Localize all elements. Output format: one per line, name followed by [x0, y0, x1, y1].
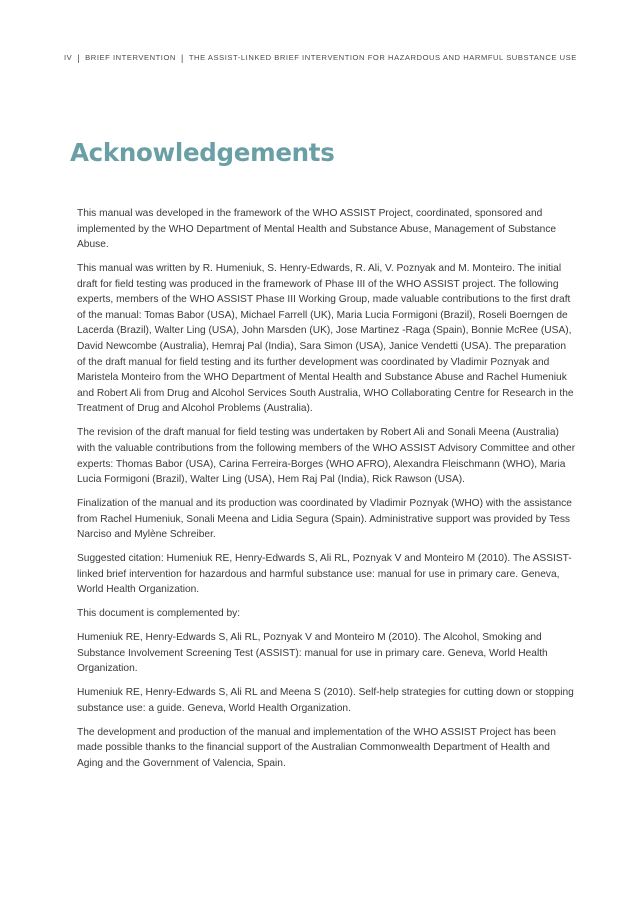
page-title: Acknowledgements [70, 138, 335, 167]
section-name: BRIEF INTERVENTION [85, 53, 176, 62]
paragraph-complemented: This document is complemented by: [77, 608, 241, 620]
paragraph-revision: The revision of the draft manual for field testing was undertaken by Robert Ali and Sonali Meena (Australia) with the valuable contributions from the following members of the WHO ASSIST Advisory Committee and other experts: Thomas Babor (USA), Carina Ferreira-Borges (WHO AFRO), Alexandra Fleischmann (WHO), Maria Lucia Formigoni (Brazil), Walter Ling (USA), Hem Raj Pal (India), Rick Rawson (USA). [77, 427, 576, 486]
paragraph-reference-selfhelp: Humeniuk RE, Henry-Edwards S, Ali RL and Meena S (2010). Self-help strategies for cutting down or stopping substance use: a guide. Geneva, World Health Organization. [77, 687, 574, 714]
body-text [77, 206, 577, 780]
header-divider: | [77, 53, 81, 63]
page-number: IV [64, 53, 73, 62]
paragraph-reference-assist: Humeniuk RE, Henry-Edwards S, Ali RL, Poznyak V and Monteiro M (2010). The Alcohol, Smoking and Substance Involvement Screening Test (ASSIST): manual for use in primary care. Geneva, World Health Organization. [77, 632, 548, 675]
running-header [64, 53, 624, 63]
document-title: THE ASSIST-LINKED BRIEF INTERVENTION FOR HAZARDOUS AND HARMFUL SUBSTANCE USE [188, 53, 577, 62]
paragraph-authors: This manual was written by R. Humeniuk, S. Henry-Edwards, R. Ali, V. Poznyak and M. Monteiro. The initial draft for field testing was produced in the framework of Phase III of the WHO ASSIST project. The following experts, members of the WHO ASSIST Phase III Working Group, made valuable contributions to the first draft of the manual: Tomas Babor (USA), Michael Farrell (UK), Maria Lucia Formigoni (Brazil), Roseli Boerngen de Lacerda (Brazil), Walter Ling (USA), John Marsden (UK), Jose Martinez -Raga (Spain), Bonnie McRee (USA), David Newcombe (Australia), Hemraj Pal (India), Sara Simon (USA), Janice Vendetti (USA). The preparation of the draft manual for field testing and its further development was coordinated by Vladimir Poznyak and Maristela Monteiro from the WHO Department of Mental Health and Substance Abuse and Rachel Humeniuk and Robert Ali from Drug and Alcohol Services South Australia, WHO Collaborating Centre for Research in the Treatment of Drug and Alcohol Problems (Australia). [77, 263, 574, 415]
paragraph-funding: The development and production of the manual and implementation of the WHO ASSIST Project has been made possible thanks to the financial support of the Australian Commonwealth Department of Health and Aging and the Government of Valencia, Spain. [77, 726, 556, 769]
header-divider: | [180, 53, 184, 63]
paragraph-finalization: Finalization of the manual and its production was coordinated by Vladimir Poznyak (WHO) with the assistance from Rachel Humeniuk, Sonali Meena and Lidia Segura (Spain). Administrative support was provided by Tess Narciso and Mylène Schreiber. [77, 497, 572, 541]
paragraph-citation: Suggested citation: Humeniuk RE, Henry-Edwards S, Ali RL, Poznyak V and Monteiro M (2010). The ASSIST-linked brief intervention for hazardous and harmful substance use: manual for use in primary care. Geneva, World Health Organization. [77, 553, 572, 596]
paragraph-intro: This manual was developed in the framework of the WHO ASSIST Project, coordinated, sponsored and implemented by the WHO Department of Mental Health and Substance Abuse, Management of Substance Abuse. [77, 208, 557, 251]
